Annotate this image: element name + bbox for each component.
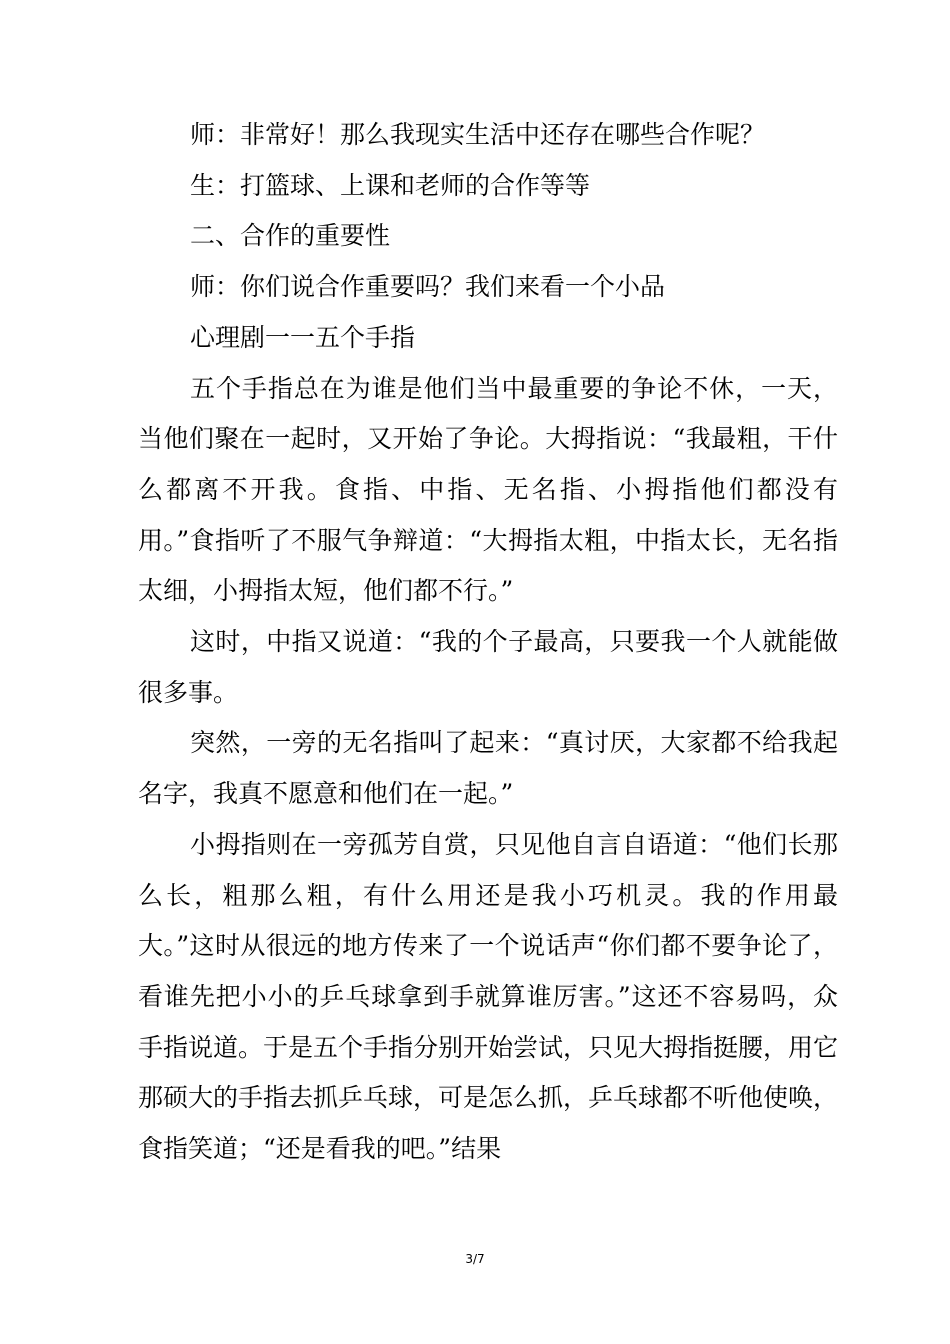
paragraph-story-3: 突然，一旁的无名指叫了起来：“真讨厌，大家都不给我起名字，我真不愿意和他们在一起。” bbox=[138, 728, 838, 809]
section-heading-importance: 二、合作的重要性 bbox=[190, 221, 391, 251]
paragraph-story-2: 这时，中指又说道：“我的个子最高，只要我一个人就能做很多事。 bbox=[138, 627, 838, 707]
document-body bbox=[138, 110, 838, 1175]
paragraph-teacher-skit-intro: 师：你们说合作重要吗？我们来看一个小品 bbox=[190, 272, 666, 302]
paragraph-student-answer: 生：打篮球、上课和老师的合作等等 bbox=[190, 170, 591, 200]
page-number: 3/7 bbox=[465, 1252, 485, 1266]
paragraph-teacher-question: 师：非常好！那么我现实生活中还存在哪些合作呢？ bbox=[190, 120, 766, 149]
skit-title: 心理剧一一五个手指 bbox=[190, 322, 416, 352]
paragraph-story-1: 五个手指总在为谁是他们当中最重要的争论不休，一天，当他们聚在一起时，又开始了争论。大拇指说：“我最粗，干什么都离不开我。食指、中指、无名指、小拇指他们都没有用。”食指听了不服气争辩道：“大拇指太粗，中指太长，无名指太细，小拇指太短，他们都不行。” bbox=[138, 373, 838, 606]
paragraph-story-4: 小拇指则在一旁孤芳自赏，只见他自言自语道：“他们长那么长，粗那么粗，有什么用还是我小巧机灵。我的作用最大。”这时从很远的地方传来了一个说话声“你们都不要争论了，看谁先把小小的乒乓球拿到手就算谁厉害。”这还不容易吗，众手指说道。于是五个手指分别开始尝试，只见大拇指挺腰，用它那硕大的手指去抓乒乓球，可是怎么抓，乒乓球都不听他使唤，食指笑道；“还是看我的吧。”结果 bbox=[138, 829, 839, 1164]
